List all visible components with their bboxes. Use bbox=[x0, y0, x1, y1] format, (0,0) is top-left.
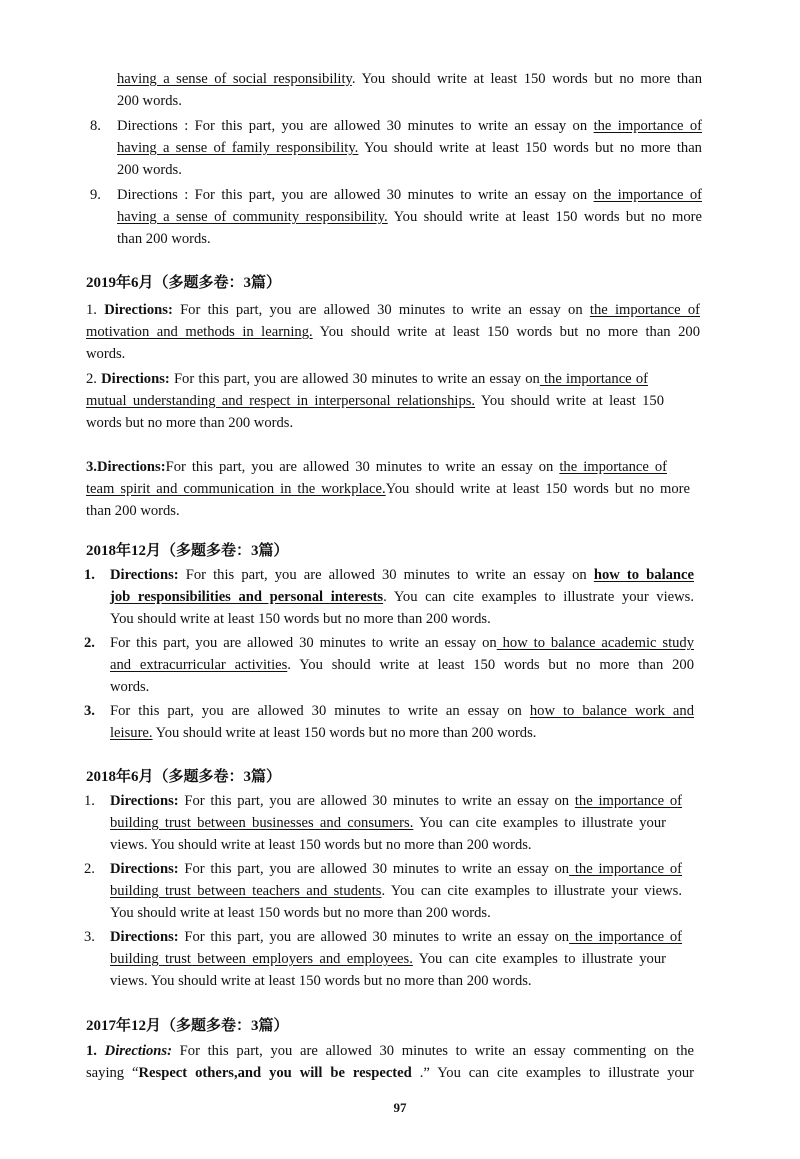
item9-number: 9. bbox=[90, 187, 101, 203]
q-2018-12-3-line1: For this part, you are allowed 30 minutes to write an essay on how to balance work and bbox=[110, 703, 694, 719]
q-2019-06-2-line3: words but no more than 200 words. bbox=[86, 415, 294, 431]
q-2018-06-1-number: 1. bbox=[84, 793, 95, 809]
section-heading-2019-06: 2019年6月（多题多卷：3篇） bbox=[86, 275, 282, 291]
q-2018-06-2-line1: Directions: For this part, you are allowed 30 minutes to write an essay on the importance of bbox=[110, 861, 682, 877]
q-2018-06-3-topic: building trust between employers and employees. bbox=[110, 951, 413, 967]
q-2018-12-2-topic: and extracurricular activities bbox=[110, 657, 288, 673]
q-2019-06-3-topic: team spirit and communication in the workplace. bbox=[86, 481, 386, 497]
q-2019-06-2-line1: 2. Directions: For this part, you are allowed 30 minutes to write an essay on the importance of bbox=[86, 371, 648, 387]
q-2018-12-1-line1: Directions: For this part, you are allowed 30 minutes to write an essay on how to balance bbox=[110, 567, 694, 583]
q-2018-12-1-number: 1. bbox=[84, 567, 95, 583]
q-2018-12-2-number: 2. bbox=[84, 635, 95, 651]
q-2018-06-2-line2: building trust between teachers and students. You can cite examples to illustrate your views. bbox=[110, 883, 682, 899]
q-2018-12-3-number: 3. bbox=[84, 703, 95, 719]
section-heading-2018-12: 2018年12月（多题多卷：3篇） bbox=[86, 543, 289, 559]
q-2018-06-2-line3: You should write at least 150 words but no more than 200 words. bbox=[110, 905, 491, 921]
q-2018-12-2-line3: words. bbox=[110, 679, 150, 695]
item9-line3: than 200 words. bbox=[117, 231, 211, 247]
q-2019-06-2-topic: mutual understanding and respect in interpersonal relationships. bbox=[86, 393, 476, 409]
q-2019-06-1-line3: words. bbox=[86, 346, 126, 362]
item9-line1: Directions : For this part, you are allowed 30 minutes to write an essay on the importance of bbox=[117, 187, 702, 203]
q-2019-06-3-line2: team spirit and communication in the workplace.You should write at least 150 words but no more bbox=[86, 481, 690, 497]
q-2017-12-1-line1: 1. Directions: For this part, you are allowed 30 minutes to write an essay commenting on the bbox=[86, 1043, 694, 1059]
q-2018-06-1-topic: building trust between businesses and consumers. bbox=[110, 815, 414, 831]
q-2018-06-1-line1: Directions: For this part, you are allowed 30 minutes to write an essay on the importance of bbox=[110, 793, 682, 809]
item8-line1: Directions : For this part, you are allowed 30 minutes to write an essay on the importance of bbox=[117, 118, 702, 134]
item9-line2: having a sense of community responsibility. You should write at least 150 words but no more bbox=[117, 209, 702, 225]
q-2018-12-2-line1: For this part, you are allowed 30 minutes to write an essay on how to balance academic study bbox=[110, 635, 695, 651]
item7-line3: 200 words. bbox=[117, 93, 182, 109]
q-2018-06-1-line2: building trust between businesses and consumers. You can cite examples to illustrate your bbox=[110, 815, 666, 831]
item8-number: 8. bbox=[90, 118, 101, 134]
quoted-saying: Respect others,and you will be respected bbox=[138, 1065, 412, 1081]
q-2018-12-3-line2: leisure. You should write at least 150 words but no more than 200 words. bbox=[110, 725, 537, 741]
q-2017-12-1-line2: saying “Respect others,and you will be respected .” You can cite examples to illustrate your bbox=[86, 1065, 695, 1081]
q-2019-06-1-topic: motivation and methods in learning. bbox=[86, 324, 313, 340]
section-heading-2017-12: 2017年12月（多题多卷：3篇） bbox=[86, 1018, 289, 1034]
q-2018-06-2-topic: building trust between teachers and students bbox=[110, 883, 382, 899]
q-2018-12-1-line2: job responsibilities and personal interests. You can cite examples to illustrate your views. bbox=[110, 589, 694, 605]
q-2018-06-3-number: 3. bbox=[84, 929, 95, 945]
q-2019-06-3-line3: than 200 words. bbox=[86, 503, 180, 519]
item7-line2: having a sense of social responsibility. You should write at least 150 words but no more than bbox=[117, 71, 702, 87]
item9-topic: having a sense of community responsibility. bbox=[117, 209, 388, 225]
q-2019-06-2-line2: mutual understanding and respect in interpersonal relationships. You should write at least 150 bbox=[86, 393, 665, 409]
q-2018-06-3-line3: views. You should write at least 150 words but no more than 200 words. bbox=[110, 973, 532, 989]
item8-topic: having a sense of family responsibility. bbox=[117, 140, 359, 156]
q-2018-06-2-number: 2. bbox=[84, 861, 95, 877]
q-2018-06-1-line3: views. You should write at least 150 words but no more than 200 words. bbox=[110, 837, 532, 853]
q-2018-12-2-line2: and extracurricular activities. You should write at least 150 words but no more than 200 bbox=[110, 657, 694, 673]
q-2018-12-3-topic: leisure. bbox=[110, 725, 153, 741]
page-number: 97 bbox=[393, 1100, 407, 1115]
q-2018-12-1-topic: job responsibilities and personal interests bbox=[110, 589, 384, 605]
item7-topic: having a sense of social responsibility bbox=[117, 71, 352, 87]
section-heading-2018-06: 2018年6月（多题多卷：3篇） bbox=[86, 769, 282, 785]
q-2018-06-3-line2: building trust between employers and employees. You can cite examples to illustrate your bbox=[110, 951, 666, 967]
q-2019-06-1-line2: motivation and methods in learning. You should write at least 150 words but no more than 200 bbox=[86, 324, 700, 340]
q-2018-12-1-line3: You should write at least 150 words but no more than 200 words. bbox=[110, 611, 491, 627]
q-2018-06-3-line1: Directions: For this part, you are allowed 30 minutes to write an essay on the importance of bbox=[110, 929, 682, 945]
item8-line3: 200 words. bbox=[117, 162, 182, 178]
q-2019-06-3-line1: 3.Directions:For this part, you are allowed 30 minutes to write an essay on the importance of bbox=[86, 459, 667, 475]
item8-line2: having a sense of family responsibility. You should write at least 150 words but no more than bbox=[117, 140, 702, 156]
q-2019-06-1-line1: 1. Directions: For this part, you are allowed 30 minutes to write an essay on the importance of bbox=[86, 302, 700, 318]
